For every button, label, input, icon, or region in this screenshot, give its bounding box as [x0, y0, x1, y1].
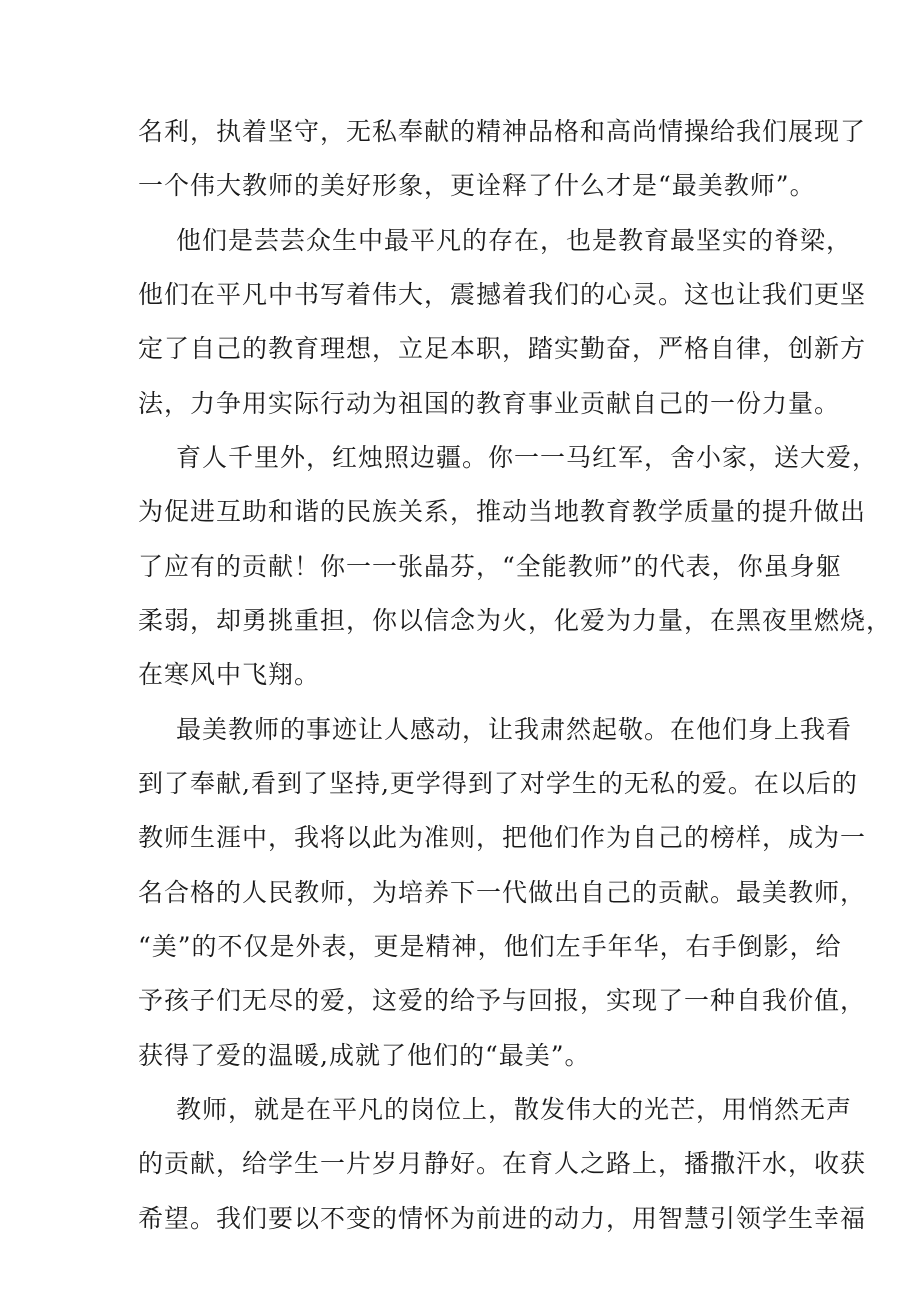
- paragraph-3-line-4: 柔弱，却勇挑重担，你以信念为火，化爱为力量，在黑夜里燃烧，: [138, 606, 893, 635]
- paragraph-4-line-5: “美”的不仅是外表，更是精神，他们左手年华，右手倒影，给: [138, 932, 842, 961]
- paragraph-4-line-3: 教师生涯中，我将以此为准则，把他们作为自己的榜样，成为一: [138, 823, 867, 852]
- paragraph-1-line-1: 名利，执着坚守，无私奉献的精神品格和高尚情操给我们展现了: [138, 117, 867, 146]
- paragraph-4-line-2: 到了奉献,看到了坚持,更学得到了对学生的无私的爱。在以后的: [138, 769, 858, 798]
- paragraph-4-line-7: 获得了爱的温暖,成就了他们的“最美”。: [138, 1041, 591, 1070]
- paragraph-5-line-1: 教师，就是在平凡的岗位上，散发伟大的光芒，用悄然无声: [176, 1095, 853, 1124]
- paragraph-3-line-5: 在寒风中飞翔。: [138, 660, 321, 689]
- paragraph-2-line-4: 法，力争用实际行动为祖国的教育事业贡献自己的一份力量。: [138, 389, 841, 418]
- paragraph-3-line-3: 了应有的贡献！你一一张晶芬，“全能教师”的代表，你虽身躯: [138, 552, 842, 581]
- paragraph-2-line-3: 定了自己的教育理想，立足本职，踏实勤奋，严格自律，创新方: [138, 334, 867, 363]
- paragraph-1-line-2: 一个伟大教师的美好形象，更诠释了什么才是“最美教师”。: [138, 171, 816, 200]
- paragraph-3-line-1: 育人千里外，红烛照边疆。你一一马红军，舍小家，送大爱，: [176, 443, 879, 472]
- paragraph-5-line-3: 希望。我们要以不变的情怀为前进的动力，用智慧引领学生幸福: [138, 1204, 867, 1233]
- paragraph-3-line-2: 为促进互助和谐的民族关系，推动当地教育教学质量的提升做出: [138, 497, 867, 526]
- paragraph-2-line-2: 他们在平凡中书写着伟大，震撼着我们的心灵。这也让我们更坚: [138, 280, 867, 309]
- paragraph-4-line-4: 名合格的人民教师，为培养下一代做出自己的贡献。最美教师，: [138, 878, 867, 907]
- paragraph-4-line-1: 最美教师的事迹让人感动，让我肃然起敬。在他们身上我看: [176, 715, 853, 744]
- paragraph-4-line-6: 予孩子们无尽的爱，这爱的给予与回报，实现了一种自我价值，: [138, 986, 867, 1015]
- paragraph-2-line-1: 他们是芸芸众生中最平凡的存在，也是教育最坚实的脊梁，: [176, 226, 853, 255]
- paragraph-5-line-2: 的贡献，给学生一片岁月静好。在育人之路上，播撒汗水，收获: [138, 1149, 867, 1178]
